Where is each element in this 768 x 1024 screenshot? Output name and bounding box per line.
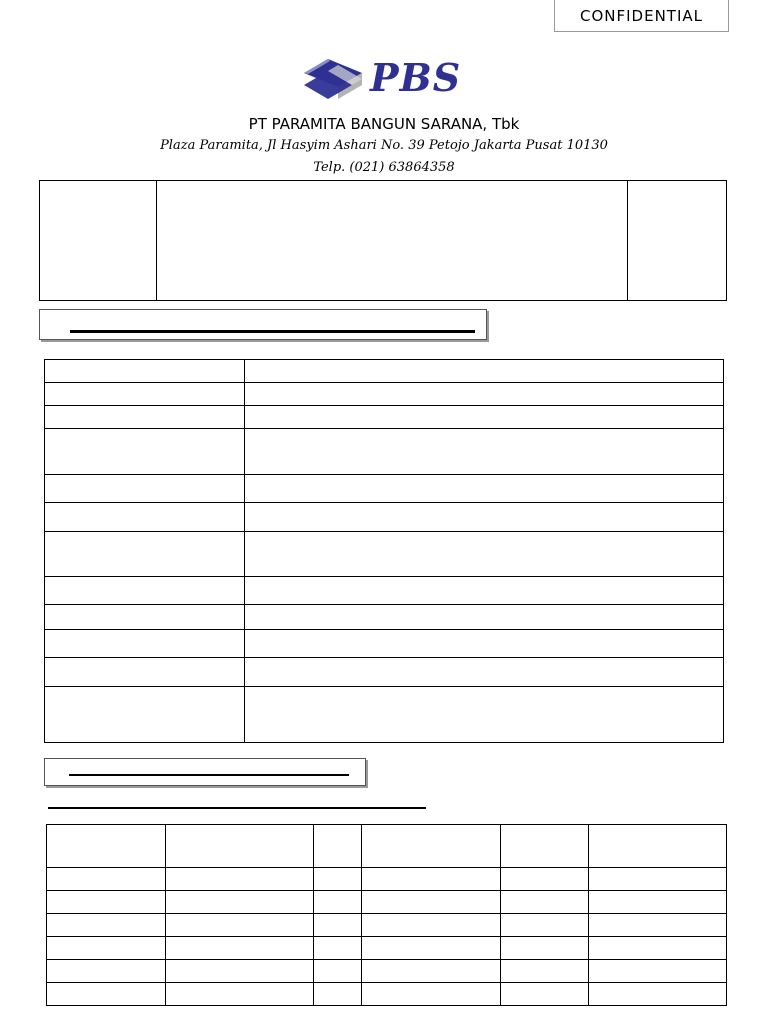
table-row [45, 577, 724, 605]
table-cell [166, 914, 314, 937]
company-phone: Telp. (021) 63864358 [313, 160, 455, 175]
section-3-heading-underline [48, 807, 426, 809]
field-label-cell [45, 475, 245, 503]
confidential-stamp: CONFIDENTIAL [554, 0, 729, 32]
table-cell [501, 937, 589, 960]
table-row [45, 429, 724, 475]
table-cell [362, 914, 501, 937]
field-label-cell [45, 406, 245, 429]
field-value-cell [245, 383, 724, 406]
table-cell [47, 960, 166, 983]
header-photo-cell [40, 181, 157, 300]
section-2-title-box [44, 758, 366, 786]
field-label-cell [45, 383, 245, 406]
table-cell [314, 983, 362, 1006]
header-code-cell [627, 181, 726, 300]
field-label-cell [45, 532, 245, 577]
table-cell [589, 868, 727, 891]
field-label-cell [45, 503, 245, 532]
table-cell [589, 960, 727, 983]
table-cell [314, 868, 362, 891]
field-label-cell [45, 658, 245, 687]
field-label-cell [45, 630, 245, 658]
field-label-cell [45, 577, 245, 605]
table-cell [362, 891, 501, 914]
table-cell [166, 937, 314, 960]
table-cell [501, 960, 589, 983]
header-cell [362, 825, 501, 868]
table-row [47, 914, 727, 937]
field-value-cell [245, 503, 724, 532]
table-cell [166, 960, 314, 983]
company-logo [300, 55, 470, 103]
table-row [47, 983, 727, 1006]
field-value-cell [245, 406, 724, 429]
table-row [45, 475, 724, 503]
table-row [47, 937, 727, 960]
field-label-cell [45, 429, 245, 475]
table-cell [47, 914, 166, 937]
table-cell [314, 914, 362, 937]
table-cell [501, 868, 589, 891]
company-name: PT PARAMITA BANGUN SARANA, Tbk [248, 115, 520, 133]
table-cell [47, 983, 166, 1006]
table-row [45, 503, 724, 532]
header-cell [166, 825, 314, 868]
table-cell [47, 891, 166, 914]
table-row [45, 658, 724, 687]
history-table [46, 824, 727, 1006]
field-value-cell [245, 658, 724, 687]
field-value-cell [245, 630, 724, 658]
field-label-cell [45, 605, 245, 630]
logo-wordmark: PBS [370, 55, 462, 100]
table-cell [589, 983, 727, 1006]
field-value-cell [245, 605, 724, 630]
field-label-cell [45, 687, 245, 743]
table-cell [362, 937, 501, 960]
table-cell [362, 983, 501, 1006]
table-cell [362, 960, 501, 983]
field-value-cell [245, 577, 724, 605]
table-cell [589, 937, 727, 960]
table-row [45, 360, 724, 383]
table-row [45, 630, 724, 658]
table-cell [47, 937, 166, 960]
header-title-cell [157, 181, 627, 300]
section-2-title-underline [69, 774, 349, 776]
table-row [45, 406, 724, 429]
table-cell [47, 868, 166, 891]
table-cell [314, 891, 362, 914]
field-value-cell [245, 360, 724, 383]
table-row [45, 605, 724, 630]
company-address: Plaza Paramita, Jl Hasyim Ashari No. 39 Petojo Jakarta Pusat 10130 [160, 138, 608, 153]
table-row [47, 868, 727, 891]
field-value-cell [245, 687, 724, 743]
table-row [47, 891, 727, 914]
field-value-cell [245, 532, 724, 577]
table-cell [314, 937, 362, 960]
table-cell [589, 891, 727, 914]
table-cell [501, 914, 589, 937]
pbs-logo-icon [300, 55, 366, 103]
table-cell [501, 983, 589, 1006]
personal-data-table [44, 359, 724, 743]
table-row [45, 687, 724, 743]
table-cell [166, 983, 314, 1006]
header-cell [314, 825, 362, 868]
table-row [45, 532, 724, 577]
table-cell [314, 960, 362, 983]
section-1-title-box [39, 309, 487, 340]
header-cell [47, 825, 166, 868]
table-cell [166, 891, 314, 914]
table-header-row [47, 825, 727, 868]
header-frame [39, 180, 727, 301]
table-cell [501, 891, 589, 914]
header-cell [501, 825, 589, 868]
table-cell [166, 868, 314, 891]
field-value-cell [245, 475, 724, 503]
table-cell [362, 868, 501, 891]
field-label-cell [45, 360, 245, 383]
header-cell [589, 825, 727, 868]
table-row [45, 383, 724, 406]
field-value-cell [245, 429, 724, 475]
table-cell [589, 914, 727, 937]
table-row [47, 960, 727, 983]
section-1-title-underline [70, 330, 475, 333]
